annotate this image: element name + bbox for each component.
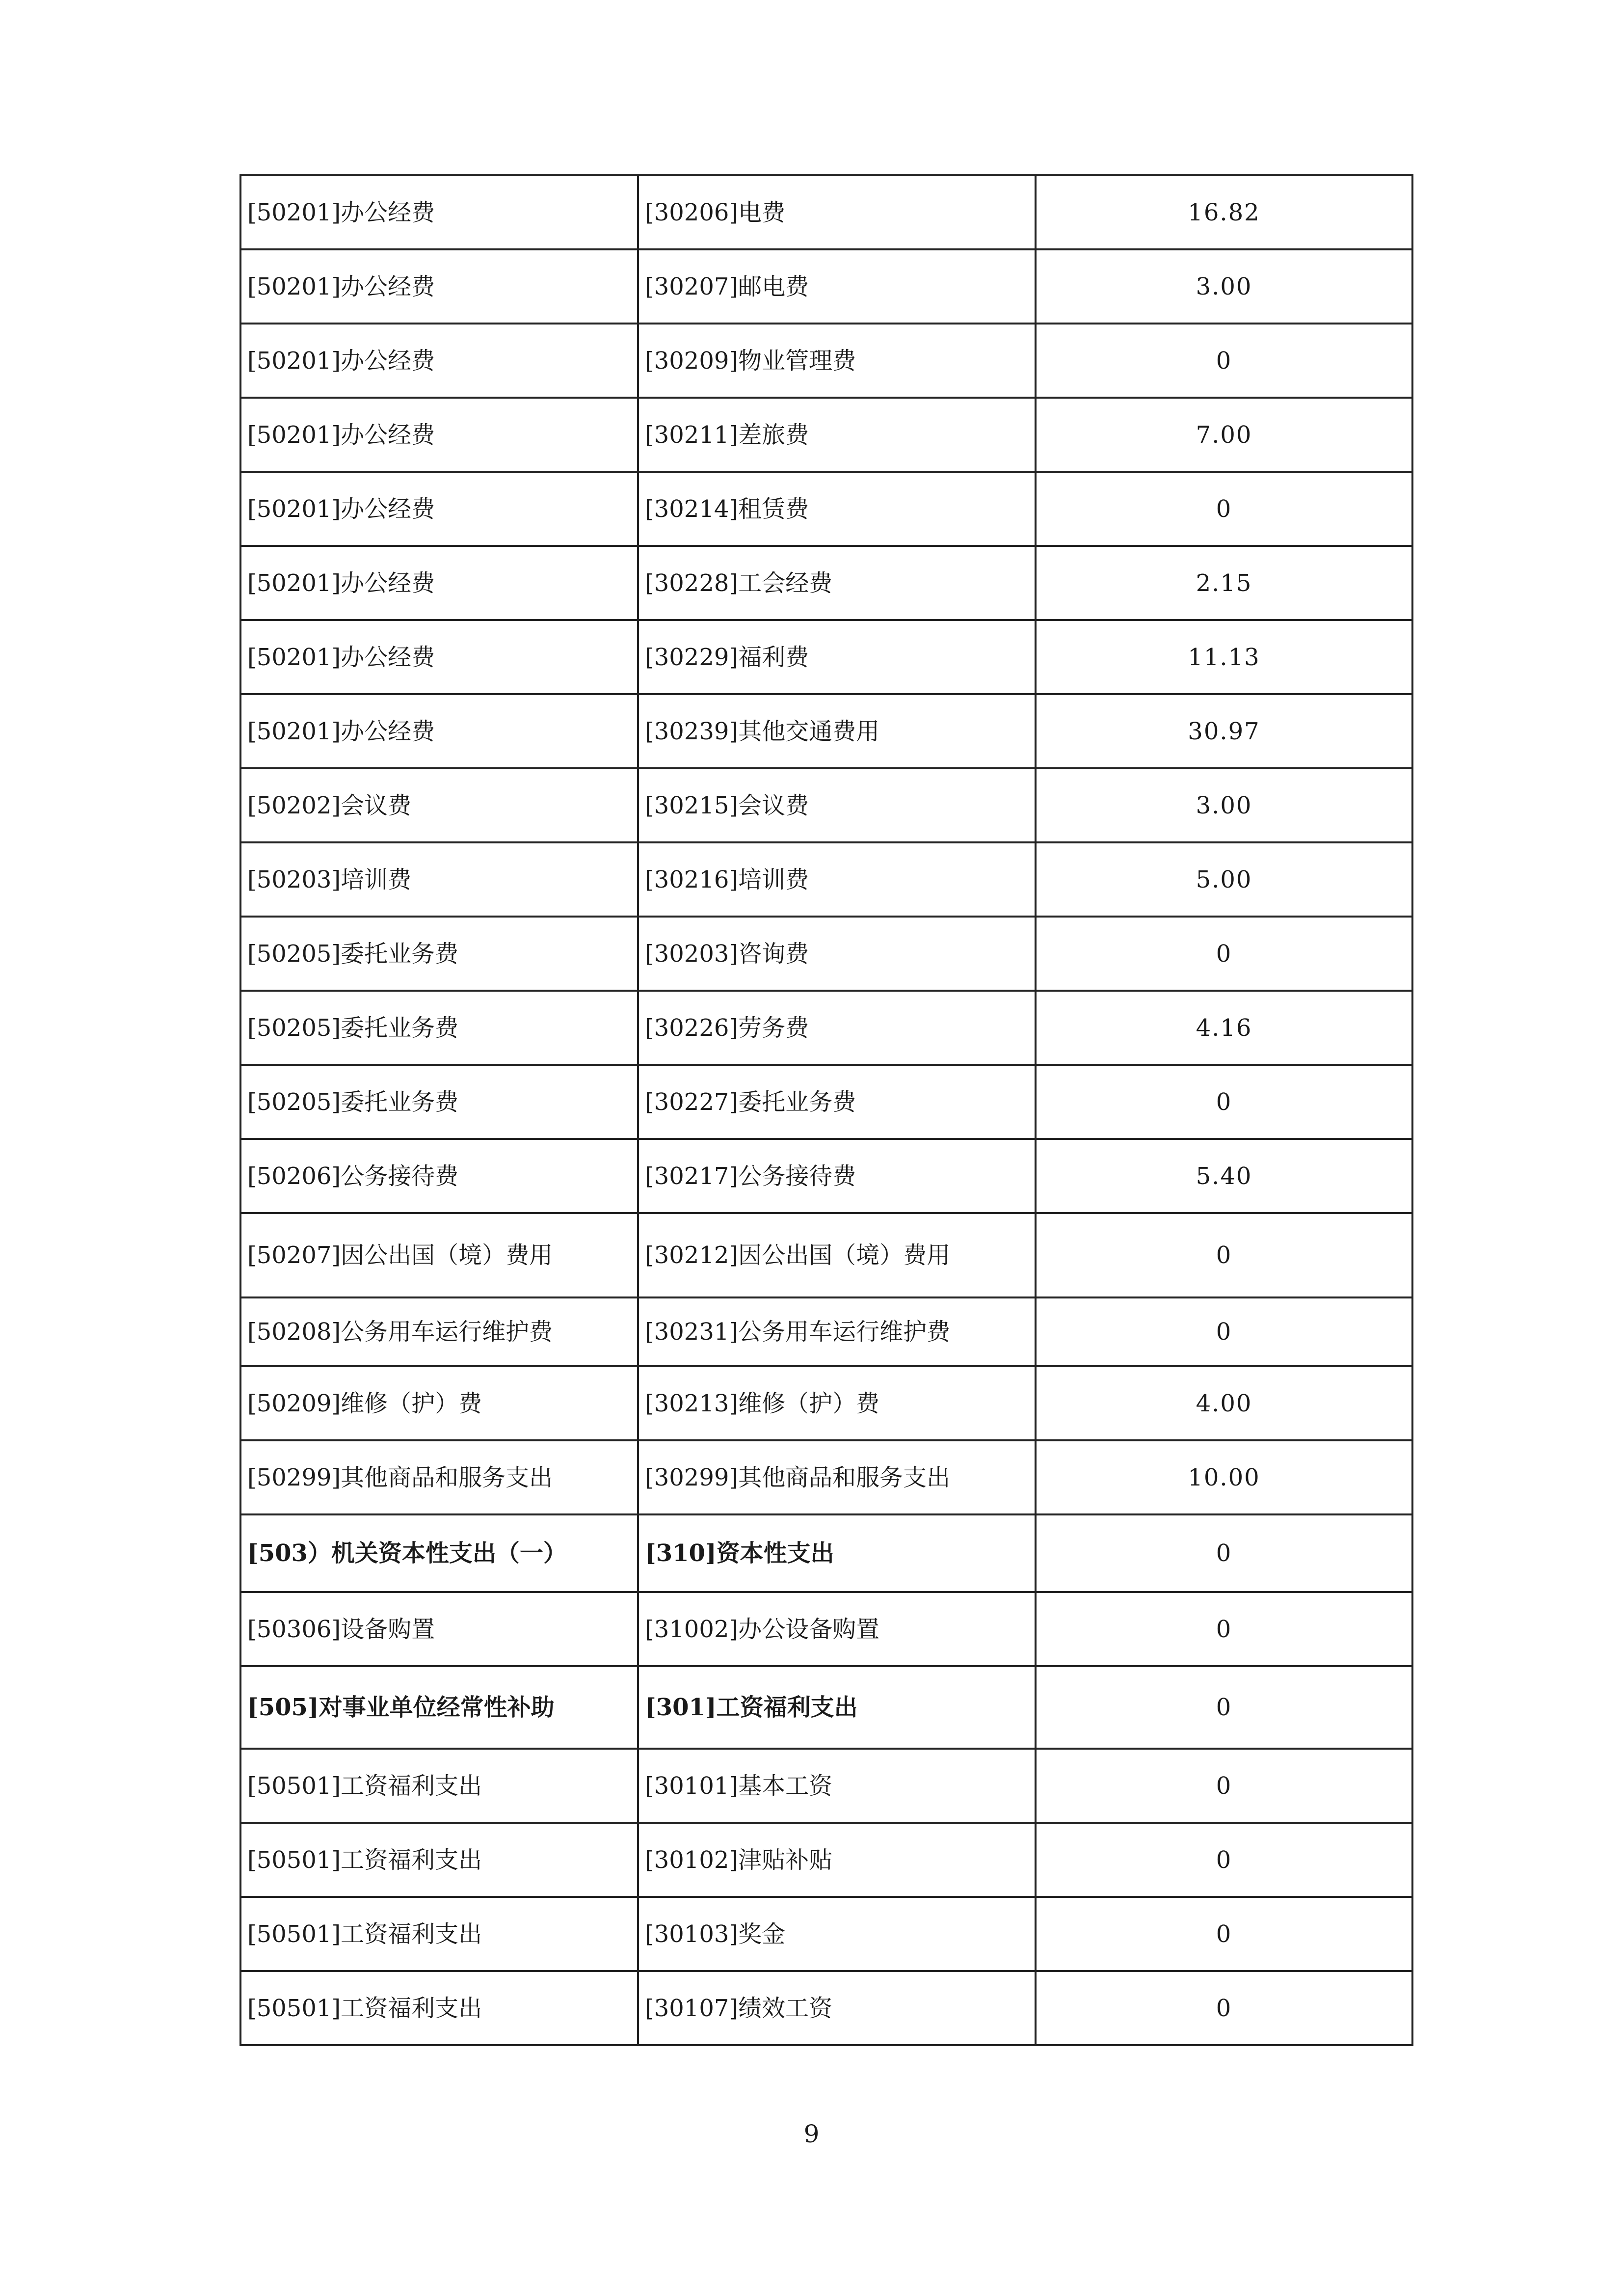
- econ-class-cell: [50201]办公经费: [240, 546, 638, 620]
- amount-cell: 30.97: [1036, 694, 1412, 768]
- govt-class-cell: [30239]其他交通费用: [638, 694, 1036, 768]
- table-row: [240, 249, 1412, 324]
- table-row: [240, 546, 1412, 620]
- econ-class-cell: [503）机关资本性支出（一）: [240, 1514, 638, 1592]
- govt-class-cell: [30227]委托业务费: [638, 1065, 1036, 1139]
- amount-cell: 0: [1036, 1065, 1412, 1139]
- table-row: [240, 1749, 1412, 1823]
- amount-cell: 11.13: [1036, 620, 1412, 694]
- table-row: [240, 324, 1412, 398]
- table-row: [240, 175, 1412, 249]
- amount-cell: 4.00: [1036, 1366, 1412, 1440]
- amount-cell: 0: [1036, 1213, 1412, 1297]
- table-row: [240, 1971, 1412, 2045]
- govt-class-cell: [30102]津贴补贴: [638, 1823, 1036, 1897]
- econ-class-cell: [50205]委托业务费: [240, 1065, 638, 1139]
- govt-class-cell: [30231]公务用车运行维护费: [638, 1297, 1036, 1366]
- table-row: [240, 1297, 1412, 1366]
- econ-class-cell: [50207]因公出国（境）费用: [240, 1213, 638, 1297]
- table-row: [240, 1139, 1412, 1213]
- table-row: [240, 1592, 1412, 1666]
- econ-class-cell: [50201]办公经费: [240, 620, 638, 694]
- govt-class-cell: [301]工资福利支出: [638, 1666, 1036, 1749]
- econ-class-cell: [50306]设备购置: [240, 1592, 638, 1666]
- econ-class-cell: [50205]委托业务费: [240, 917, 638, 991]
- econ-class-cell: [50202]会议费: [240, 768, 638, 842]
- econ-class-cell: [50299]其他商品和服务支出: [240, 1440, 638, 1514]
- amount-cell: 3.00: [1036, 249, 1412, 324]
- amount-cell: 0: [1036, 472, 1412, 546]
- table-row: [240, 991, 1412, 1065]
- amount-cell: 0: [1036, 1592, 1412, 1666]
- table-row: [240, 1514, 1412, 1592]
- table-row: [240, 842, 1412, 917]
- govt-class-cell: [31002]办公设备购置: [638, 1592, 1036, 1666]
- econ-class-cell: [505]对事业单位经常性补助: [240, 1666, 638, 1749]
- table-row: [240, 398, 1412, 472]
- table-row: [240, 1065, 1412, 1139]
- table-row: [240, 1666, 1412, 1749]
- govt-class-cell: [30203]咨询费: [638, 917, 1036, 991]
- table-row: [240, 1213, 1412, 1297]
- table-row: [240, 1440, 1412, 1514]
- econ-class-cell: [50206]公务接待费: [240, 1139, 638, 1213]
- table-row: [240, 620, 1412, 694]
- page-number: 9: [803, 2120, 820, 2148]
- econ-class-cell: [50201]办公经费: [240, 398, 638, 472]
- table-body: [240, 175, 1412, 2045]
- govt-class-cell: [30229]福利费: [638, 620, 1036, 694]
- govt-class-cell: [310]资本性支出: [638, 1514, 1036, 1592]
- amount-cell: 16.82: [1036, 175, 1412, 249]
- econ-class-cell: [50501]工资福利支出: [240, 1823, 638, 1897]
- econ-class-cell: [50208]公务用车运行维护费: [240, 1297, 638, 1366]
- econ-class-cell: [50203]培训费: [240, 842, 638, 917]
- econ-class-cell: [50201]办公经费: [240, 324, 638, 398]
- amount-cell: 4.16: [1036, 991, 1412, 1065]
- econ-class-cell: [50501]工资福利支出: [240, 1971, 638, 2045]
- econ-class-cell: [50209]维修（护）费: [240, 1366, 638, 1440]
- govt-class-cell: [30299]其他商品和服务支出: [638, 1440, 1036, 1514]
- econ-class-cell: [50205]委托业务费: [240, 991, 638, 1065]
- govt-class-cell: [30226]劳务费: [638, 991, 1036, 1065]
- econ-class-cell: [50201]办公经费: [240, 694, 638, 768]
- amount-cell: 0: [1036, 324, 1412, 398]
- table-row: [240, 1366, 1412, 1440]
- govt-class-cell: [30228]工会经费: [638, 546, 1036, 620]
- amount-cell: 0: [1036, 1897, 1412, 1971]
- amount-cell: 0: [1036, 1666, 1412, 1749]
- amount-cell: 0: [1036, 1514, 1412, 1592]
- amount-cell: 0: [1036, 1823, 1412, 1897]
- table-row: [240, 1823, 1412, 1897]
- expenditure-table: [239, 174, 1413, 2046]
- econ-class-cell: [50201]办公经费: [240, 472, 638, 546]
- govt-class-cell: [30212]因公出国（境）费用: [638, 1213, 1036, 1297]
- govt-class-cell: [30207]邮电费: [638, 249, 1036, 324]
- govt-class-cell: [30215]会议费: [638, 768, 1036, 842]
- amount-cell: 10.00: [1036, 1440, 1412, 1514]
- amount-cell: 0: [1036, 1749, 1412, 1823]
- econ-class-cell: [50501]工资福利支出: [240, 1749, 638, 1823]
- govt-class-cell: [30213]维修（护）费: [638, 1366, 1036, 1440]
- amount-cell: 3.00: [1036, 768, 1412, 842]
- govt-class-cell: [30214]租赁费: [638, 472, 1036, 546]
- amount-cell: 5.00: [1036, 842, 1412, 917]
- table-row: [240, 917, 1412, 991]
- govt-class-cell: [30217]公务接待费: [638, 1139, 1036, 1213]
- amount-cell: 0: [1036, 1971, 1412, 2045]
- govt-class-cell: [30101]基本工资: [638, 1749, 1036, 1823]
- table-row: [240, 1897, 1412, 1971]
- econ-class-cell: [50501]工资福利支出: [240, 1897, 638, 1971]
- econ-class-cell: [50201]办公经费: [240, 175, 638, 249]
- amount-cell: 5.40: [1036, 1139, 1412, 1213]
- amount-cell: 7.00: [1036, 398, 1412, 472]
- table-row: [240, 694, 1412, 768]
- govt-class-cell: [30206]电费: [638, 175, 1036, 249]
- govt-class-cell: [30216]培训费: [638, 842, 1036, 917]
- amount-cell: 0: [1036, 917, 1412, 991]
- table-row: [240, 472, 1412, 546]
- govt-class-cell: [30103]奖金: [638, 1897, 1036, 1971]
- econ-class-cell: [50201]办公经费: [240, 249, 638, 324]
- table-row: [240, 768, 1412, 842]
- govt-class-cell: [30211]差旅费: [638, 398, 1036, 472]
- govt-class-cell: [30209]物业管理费: [638, 324, 1036, 398]
- govt-class-cell: [30107]绩效工资: [638, 1971, 1036, 2045]
- amount-cell: 2.15: [1036, 546, 1412, 620]
- amount-cell: 0: [1036, 1297, 1412, 1366]
